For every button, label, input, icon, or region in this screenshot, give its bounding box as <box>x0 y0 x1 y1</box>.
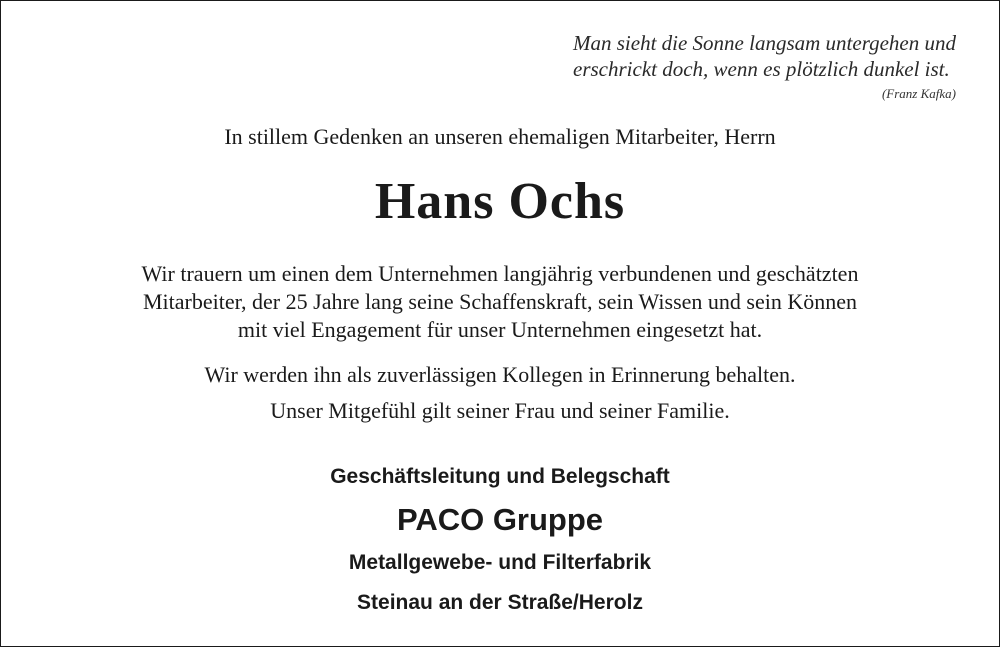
quote-line-1: Man sieht die Sonne langsam untergehen und <box>573 31 956 55</box>
tribute-line-1: Wir trauern um einen dem Unternehmen langjährig verbundenen und geschätzten <box>141 261 859 286</box>
intro-text: In stillem Gedenken an unseren ehemaligen Mitarbeiter, Herrn <box>224 124 776 149</box>
quote-line-2: erschrickt doch, wenn es plötzlich dunkel ist. <box>573 57 950 81</box>
signature-location: Steinau an der Straße/Herolz <box>357 591 643 614</box>
signature-description: Metallgewebe- und Filterfabrik <box>348 551 652 574</box>
kafka-quote <box>573 30 956 82</box>
tribute-paragraph <box>0 260 1000 344</box>
condolence-line: Unser Mitgefühl gilt seiner Frau und seiner Familie. <box>270 398 730 423</box>
deceased-name: Hans Ochs <box>374 173 626 230</box>
signature-company: PACO Gruppe <box>396 502 604 537</box>
signature-management: Geschäftsleitung und Belegschaft <box>330 465 670 488</box>
tribute-line-2: Mitarbeiter, der 25 Jahre lang seine Schaffenskraft, sein Wissen und sein Können <box>142 289 858 314</box>
tribute-line-3: mit viel Engagement für unser Unternehmen eingesetzt hat. <box>237 317 763 342</box>
quote-author: (Franz Kafka) <box>881 86 956 101</box>
remembrance-line: Wir werden ihn als zuverlässigen Kollegen in Erinnerung behalten. <box>204 362 796 387</box>
